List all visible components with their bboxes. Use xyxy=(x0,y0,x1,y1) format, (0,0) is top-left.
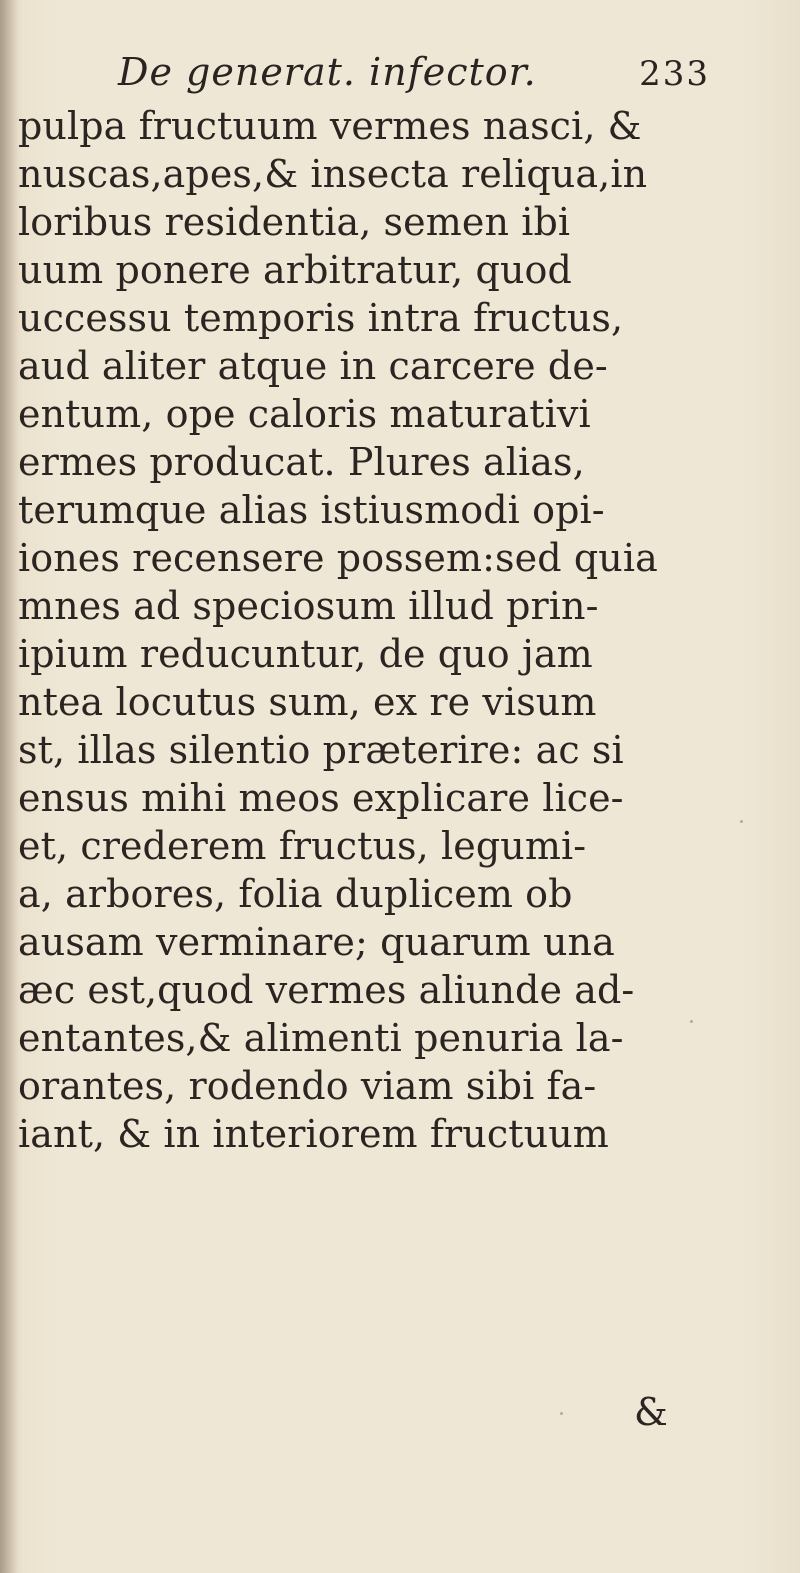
page-number: 233 xyxy=(639,54,710,94)
text-line: entantes,& alimenti penuria la- xyxy=(18,1016,624,1060)
text-line: æc est,quod vermes aliunde ad- xyxy=(18,968,635,1012)
text-line: ensus mihi meos explicare lice- xyxy=(18,776,624,820)
text-line: mnes ad speciosum illud prin- xyxy=(18,584,599,628)
text-line: terumque alias istiusmodi opi- xyxy=(18,488,605,532)
text-line: pulpa fructuum vermes nasci, & xyxy=(18,104,642,148)
text-line: ermes producat. Plures alias, xyxy=(18,440,585,484)
paper-speck xyxy=(740,820,743,823)
text-line: aud aliter atque in carcere de- xyxy=(18,344,608,388)
running-head xyxy=(118,44,718,104)
text-line: st, illas silentio præterire: ac si xyxy=(18,728,624,772)
running-title: De generat. infector. xyxy=(118,50,537,94)
text-line: ntea locutus sum, ex re visum xyxy=(18,680,597,724)
text-line: orantes, rodendo viam sibi fa- xyxy=(18,1064,597,1108)
text-line: entum, ope caloris maturativi xyxy=(18,392,591,436)
text-line: uccessu temporis intra fructus, xyxy=(18,296,624,340)
text-line: a, arbores, folia duplicem ob xyxy=(18,872,573,916)
text-line: uum ponere arbitratur, quod xyxy=(18,248,572,292)
text-line: et, crederem fructus, legumi- xyxy=(18,824,587,868)
text-line: iant, & in interiorem fructuum xyxy=(18,1112,609,1156)
body-text xyxy=(0,102,800,1158)
text-line: nuscas,apes,& insecta reliqua,in xyxy=(18,152,648,196)
paper-speck xyxy=(690,1020,693,1023)
text-line: ausam verminare; quarum una xyxy=(18,920,615,964)
text-line: loribus residentia, semen ibi xyxy=(18,200,571,244)
text-line: ipium reducuntur, de quo jam xyxy=(18,632,593,676)
catchword: & xyxy=(634,1390,668,1434)
text-line: iones recensere possem:sed quia xyxy=(18,536,658,580)
paper-speck xyxy=(560,1412,563,1415)
